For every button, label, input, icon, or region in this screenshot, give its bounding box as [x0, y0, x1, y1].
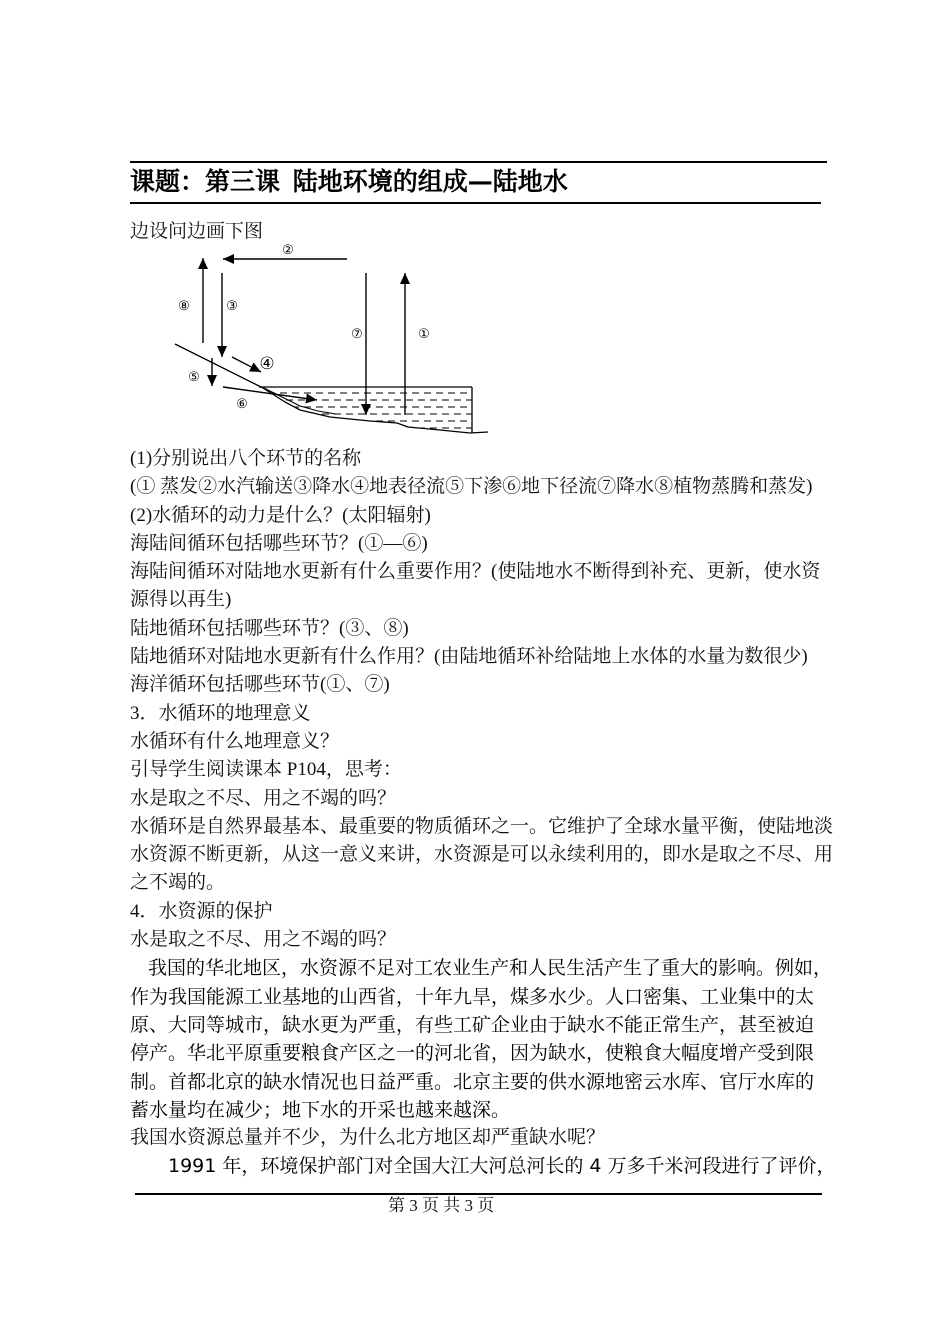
label-land-precipitation: ③	[226, 299, 238, 314]
question-line: 陆地循环对陆地水更新有什么作用？(由陆地循环补给陆地上水体的水量为数很少)	[130, 646, 808, 668]
paragraph-line: 蓄水量均在减少；地下水的开采也越来越深。	[130, 1098, 511, 1121]
paragraph-line: 原、大同等城市，缺水更为严重，有些工矿企业由于缺水不能正常生产，甚至被迫	[130, 1013, 815, 1036]
question-line: 海陆间循环包括哪些环节？(①—⑥)	[130, 532, 428, 554]
paragraph-line: 之不竭的。	[130, 872, 226, 894]
label-ocean-precipitation: ⑦	[351, 327, 363, 342]
label-transpiration: ⑧	[178, 299, 190, 314]
section-heading: 4．水资源的保护	[130, 900, 273, 922]
label-vapor-transport: ②	[282, 243, 294, 258]
question-line: 海陆间循环对陆地水更新有什么重要作用？(使陆地水不断得到补充、更新，使水资	[130, 561, 821, 583]
instruction-line: 引导学生阅读课本 P104，思考：	[130, 759, 402, 781]
paragraph-line: 作为我国能源工业基地的山西省，十年九旱，煤多水少。人口密集、工业集中的太	[130, 985, 815, 1008]
question-line: (1)分别说出八个环节的名称	[130, 448, 362, 469]
paragraph-line: 我国的华北地区，水资源不足对工农业生产和人民生活产生了重大的影响。例如，	[148, 957, 833, 980]
question-line: 我国水资源总量并不少，为什么北方地区却严重缺水呢？	[130, 1127, 606, 1149]
ground-slope-line	[175, 344, 488, 433]
label-evaporation: ①	[418, 327, 430, 342]
label-groundwater-runoff: ⑥	[236, 397, 248, 412]
section-heading: 3．水循环的地理意义	[130, 702, 311, 724]
intro-text: 边设问边画下图	[130, 221, 264, 242]
question-line: 陆地循环包括哪些环节？(③、⑧)	[130, 617, 409, 639]
water-cycle-diagram	[160, 240, 500, 440]
page-number: 第 3 页 共 3 页	[388, 1196, 495, 1215]
paragraph-line: 水循环是自然界最基本、最重要的物质循环之一。它维护了全球水量平衡，使陆地淡	[130, 815, 834, 837]
paragraph-line: 水资源不断更新，从这一意义来讲，水资源是可以永续利用的，即水是取之不尽、用	[130, 844, 834, 866]
paragraph-line: 制。首都北京的缺水情况也日益严重。北京主要的供水源地密云水库、官厅水库的	[130, 1070, 815, 1093]
question-line: 水循环有什么地理意义？	[130, 730, 340, 752]
question-line: 海洋循环包括哪些环节(①、⑦)	[130, 674, 390, 696]
body-text	[130, 445, 840, 1181]
question-line: 源得以再生)	[130, 589, 232, 611]
water-body	[256, 387, 474, 433]
surface-runoff-arrow-icon	[232, 357, 261, 372]
label-infiltration: ⑤	[188, 370, 200, 385]
paragraph-line: 停产。华北平原重要粮食产区之一的河北省，因为缺水，使粮食大幅度增产受到限	[130, 1042, 815, 1065]
label-surface-runoff: ④	[259, 354, 275, 374]
paragraph-line: 1991 年，环境保护部门对全国大江大河总河长的 4 万多千米河段进行了评价，	[168, 1155, 836, 1178]
answer-line: (① 蒸发②水汽输送③降水④地表径流⑤下渗⑥地下径流⑦降水⑧植物蒸腾和蒸发)	[130, 476, 813, 498]
question-line: 水是取之不尽、用之不竭的吗？	[130, 929, 397, 951]
question-line: 水是取之不尽、用之不竭的吗？	[130, 787, 397, 809]
header-top-rule	[130, 161, 827, 163]
header-bottom-rule	[130, 202, 821, 204]
page-title: 课题：第三课 陆地环境的组成—陆地水	[130, 167, 568, 196]
question-line: (2)水循环的动力是什么？(太阳辐射)	[130, 504, 431, 526]
